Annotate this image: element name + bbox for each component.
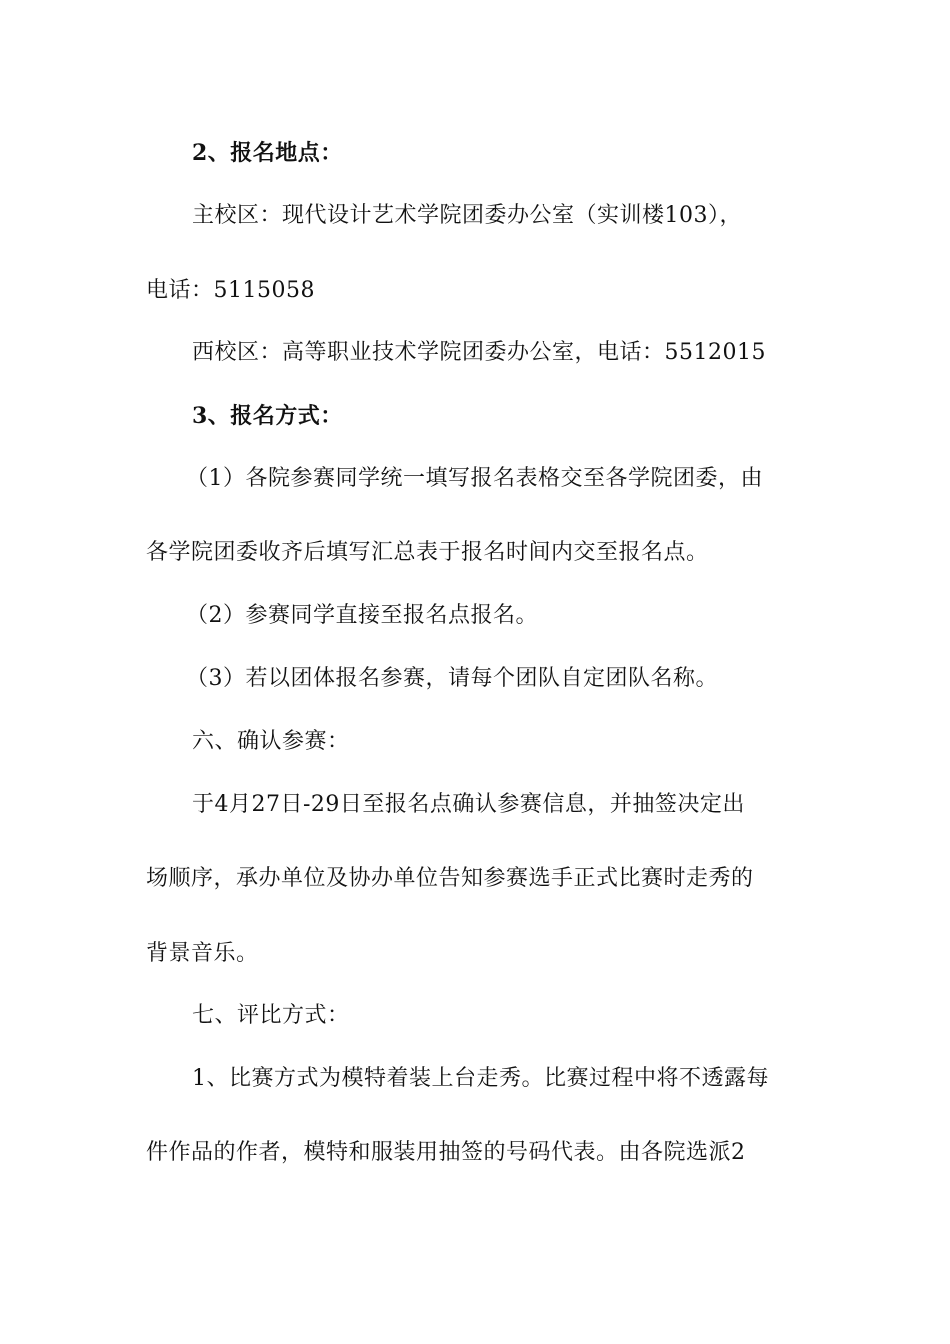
section-6-title: 六、确认参赛： xyxy=(192,729,350,754)
main-campus-phone: 电话：5115058 xyxy=(146,278,315,303)
method-1-line-1: （1）各院参赛同学统一填写报名表格交至各学院团委，由 xyxy=(186,466,763,491)
method-3: （3）若以团体报名参赛，请每个团队自定团队名称。 xyxy=(186,666,718,691)
section-7-title: 七、评比方式： xyxy=(192,1003,350,1028)
west-campus-location: 西校区：高等职业技术学院团委办公室，电话：5512015 xyxy=(192,340,766,365)
section-7-line-1: 1、比赛方式为模特着装上台走秀。比赛过程中将不透露每 xyxy=(192,1066,769,1091)
heading-registration-method: 3、报名方式： xyxy=(192,403,343,429)
main-campus-location: 主校区：现代设计艺术学院团委办公室（实训楼103）， xyxy=(192,203,742,228)
section-7-line-2: 件作品的作者，模特和服装用抽签的号码代表。由各院选派2 xyxy=(146,1140,746,1165)
method-1-line-2: 各学院团委收齐后填写汇总表于报名时间内交至报名点。 xyxy=(146,540,709,565)
section-6-line-1: 于4月27日-29日至报名点确认参赛信息，并抽签决定出 xyxy=(192,792,745,817)
heading-registration-location: 2、报名地点： xyxy=(192,140,343,166)
method-2: （2）参赛同学直接至报名点报名。 xyxy=(186,603,538,628)
section-6-line-2: 场顺序，承办单位及协办单位告知参赛选手正式比赛时走秀的 xyxy=(146,866,754,891)
section-6-line-3: 背景音乐。 xyxy=(146,941,259,966)
